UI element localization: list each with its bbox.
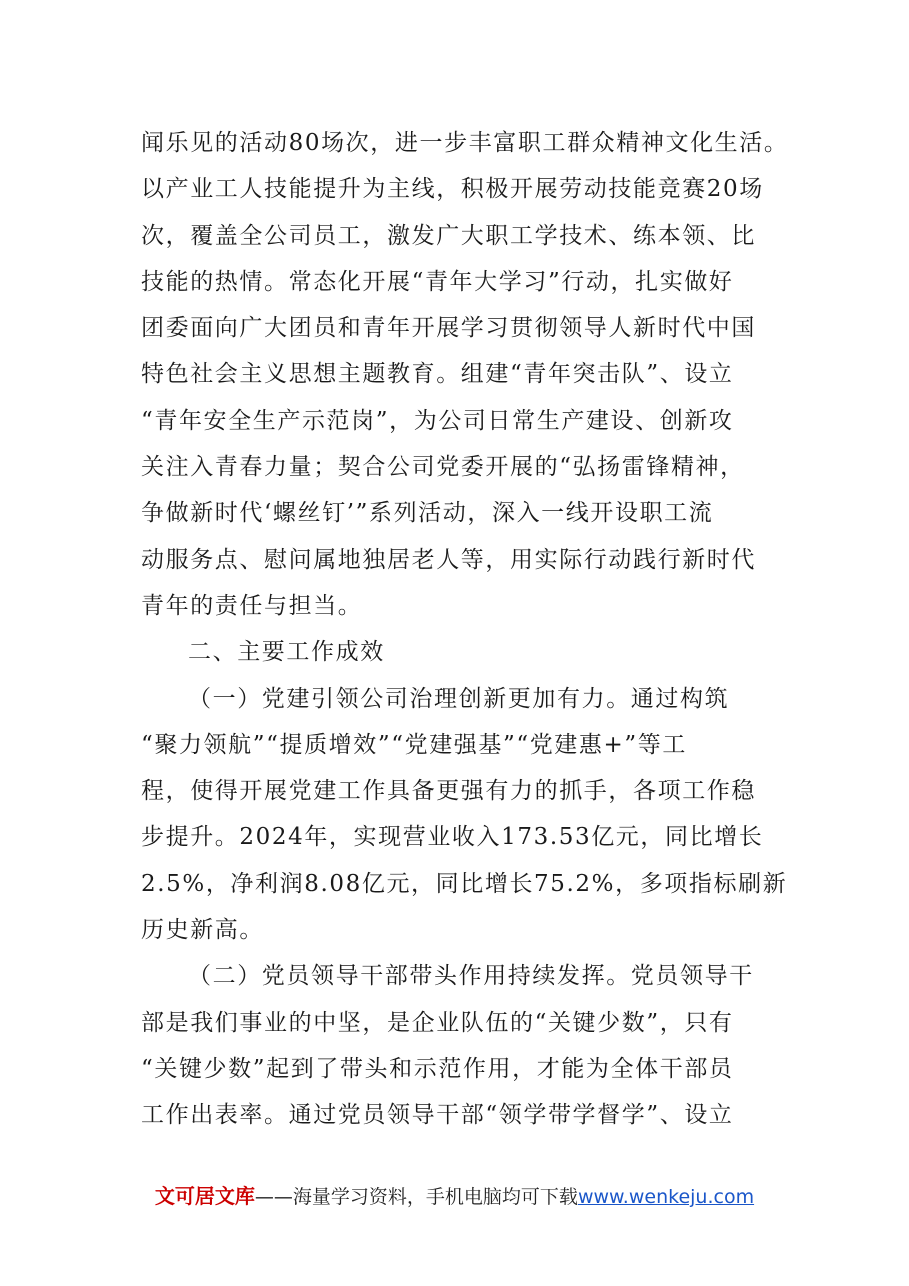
text-line: 青年的责任与担当。 — [141, 592, 363, 619]
text-line: （二）党员领导干部带头作用持续发挥。党员领导干 — [188, 963, 754, 990]
text-line: 团委面向广大团员和青年开展学习贯彻领导人新时代中国 — [141, 315, 756, 342]
text-line: 特色社会主义思想主题教育。组建“青年突击队”、设立 — [141, 361, 734, 388]
footer-brand: 文可居文库 — [154, 1184, 255, 1208]
text-line: 关注入青春力量；契合公司党委开展的“弘扬雷锋精神， — [141, 454, 745, 481]
text-line: 次，覆盖全公司员工，激发广大职工学技术、练本领、比 — [141, 222, 756, 249]
text-line: （一）党建引领公司治理创新更加有力。通过构筑 — [188, 685, 730, 712]
text-line: 闻乐见的活动80场次，进一步丰富职工群众精神文化生活。 — [141, 130, 789, 156]
text-line: 程，使得开展党建工作具备更强有力的抓手，各项工作稳 — [141, 778, 756, 805]
text-line: 动服务点、慰问属地独居老人等，用实际行动践行新时代 — [141, 546, 756, 573]
footer-tagline: ——海量学习资料，手机电脑均可下载 — [254, 1186, 578, 1208]
text-line: 技能的热情。常态化开展“青年大学习”行动，扎实做好 — [141, 268, 734, 295]
text-line: 步提升。2024年，实现营业收入173.53亿元，同比增长 — [141, 824, 764, 851]
text-line: 以产业工人技能提升为主线，积极开展劳动技能竞赛20场 — [141, 176, 764, 203]
text-line: 争做新时代‘螺丝钉’”系列活动，深入一线开设职工流 — [141, 500, 714, 527]
text-line: 部是我们事业的中坚，是企业队伍的“关键少数”，只有 — [141, 1009, 734, 1036]
text-line: 2.5%，净利润8.08亿元，同比增长75.2%，多项指标刷新 — [141, 870, 788, 897]
text-line: “青年安全生产示范岗”，为公司日常生产建设、创新攻 — [141, 407, 734, 434]
text-line: 工作出表率。通过党员领导干部“领学带学督学”、设立 — [141, 1102, 734, 1129]
footer-link[interactable]: www.wenkeju.com — [577, 1186, 755, 1208]
text-line: “关键少数”起到了带头和示范作用，才能为全体干部员 — [141, 1055, 734, 1082]
section-heading: 二、主要工作成效 — [188, 639, 385, 666]
text-line: 历史新高。 — [141, 917, 264, 944]
document-body — [141, 120, 791, 1139]
footer-banner — [0, 1180, 909, 1209]
text-line: “聚力领航”“提质增效”“党建强基”“党建惠+”等工 — [141, 731, 687, 758]
